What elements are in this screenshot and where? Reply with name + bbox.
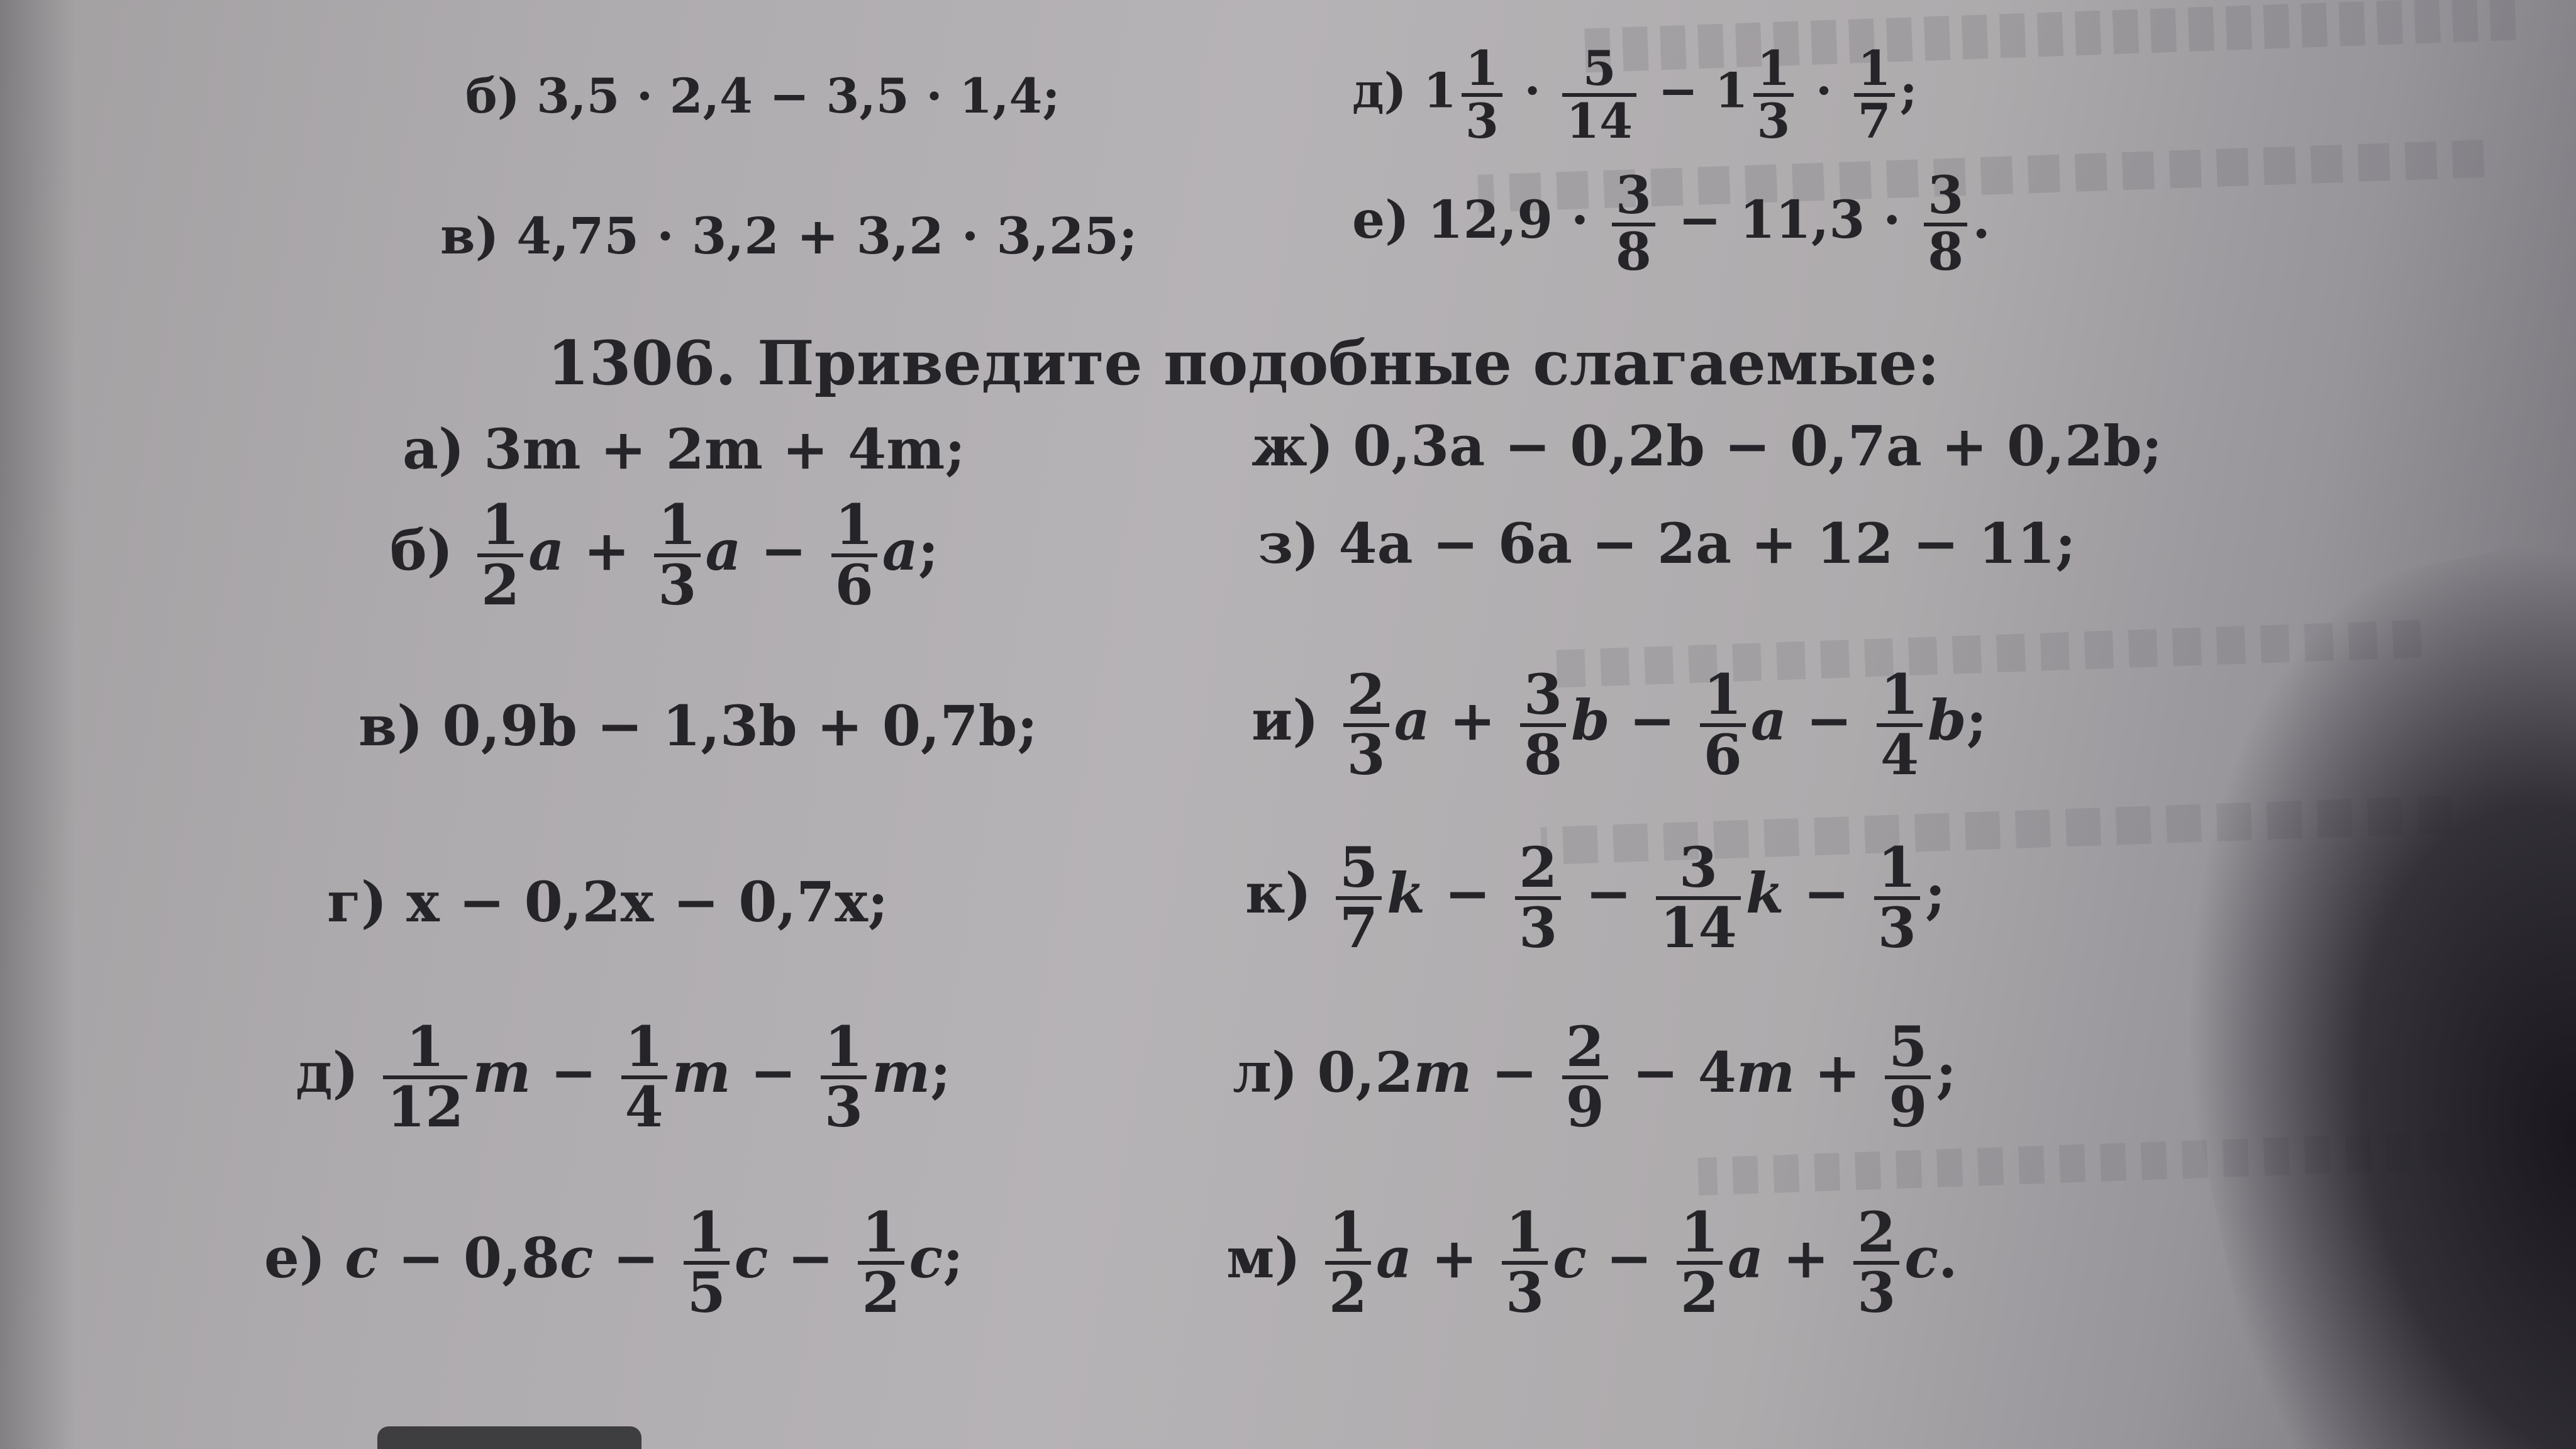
task-zh [1252, 413, 2163, 479]
fraction: $\frac{1}{3}$ [821, 1019, 867, 1136]
fraction: $\frac{3}{8}$ [1520, 667, 1566, 784]
fraction: $\frac{3}{8}$ [1612, 170, 1655, 279]
task-label: д) [296, 1039, 359, 1105]
page-edge-shading [0, 0, 75, 1449]
exercise-d-prev: д) 1 $\frac{1}{3}$ · $\frac{5}{14}$ − 1 $\frac{1}{3}$ · $\frac{1}{7}$ ; [1352, 40, 1918, 149]
fraction: $\frac{1}{6}$ [831, 497, 877, 614]
task-label: л) [1233, 1039, 1298, 1105]
task-i: и) $\frac{2}{3}$ a + $\frac{3}{8}$ b − $\frac{1}{6}$ a − $\frac{1}{4}$ b; [1252, 662, 1987, 787]
fraction: $\frac{3}{8}$ [1924, 170, 1967, 279]
fraction: $\frac{1}{2}$ [1325, 1204, 1371, 1321]
fraction: $\frac{1}{2}$ [1677, 1204, 1723, 1321]
fraction: $\frac{1}{3}$ [1462, 44, 1502, 145]
hand-shadow [2094, 519, 2576, 1449]
exercise-label: д) [1352, 62, 1407, 119]
task-v [358, 693, 1038, 758]
fraction: $\frac{1}{2}$ [858, 1204, 904, 1321]
fraction: $\frac{2}{3}$ [1853, 1204, 1899, 1321]
fraction: $\frac{1}{6}$ [1700, 667, 1746, 784]
task-label: и) [1252, 687, 1319, 753]
exercise-heading [547, 328, 1940, 399]
task-d: д) $\frac{1}{12}$ m − $\frac{1}{4}$ m − $\frac{1}{3}$ m; [296, 1014, 951, 1140]
fraction: $\frac{1}{7}$ [1854, 44, 1895, 145]
exercise-v-prev [440, 206, 1138, 265]
task-m: м) $\frac{1}{2}$ a + $\frac{1}{3}$ c − $\frac{1}{2}$ a + $\frac{2}{3}$ c. [1226, 1199, 1958, 1325]
task-z [1258, 511, 2076, 576]
fraction: $\frac{1}{3}$ [1502, 1204, 1548, 1321]
task-label: м) [1226, 1224, 1301, 1291]
task-text: а) 3m + 2m + 4m; [402, 416, 965, 482]
exercise-b-prev [465, 68, 1060, 124]
task-l: л) 0,2m − $\frac{2}{9}$ − 4m + $\frac{5}{9}$ ; [1233, 1014, 1957, 1140]
task-text: ж) 0,3a − 0,2b − 0,7a + 0,2b; [1252, 413, 2163, 479]
fraction: $\frac{2}{3}$ [1515, 840, 1561, 957]
fraction: $\frac{5}{9}$ [1885, 1019, 1931, 1136]
fraction: $\frac{1}{5}$ [684, 1204, 730, 1321]
task-a [402, 416, 965, 482]
exercise-text: е) 12,9 · [1352, 190, 1589, 251]
fraction: $\frac{5}{7}$ [1336, 840, 1382, 957]
task-k: к) $\frac{5}{7}$ k − $\frac{2}{3}$ − $\frac{3}{14}$ k − $\frac{1}{3}$ ; [1245, 835, 1946, 960]
fraction: $\frac{3}{14}$ [1656, 840, 1740, 957]
exercise-text: б) 3,5 · 2,4 − 3,5 · 1,4; [465, 68, 1060, 124]
fraction: $\frac{1}{4}$ [1877, 667, 1923, 784]
task-label: к) [1245, 860, 1312, 926]
task-label: б) [390, 517, 453, 583]
fraction: $\frac{1}{3}$ [1753, 44, 1794, 145]
task-b: б) $\frac{1}{2}$ a + $\frac{1}{3}$ a − $\frac{1}{6}$ a; [390, 492, 939, 618]
fraction: $\frac{2}{9}$ [1562, 1019, 1608, 1136]
fraction: $\frac{2}{3}$ [1343, 667, 1389, 784]
fraction: $\frac{5}{14}$ [1562, 44, 1636, 145]
task-label: е) [264, 1224, 326, 1291]
task-e: е) c − 0,8c − $\frac{1}{5}$ c − $\frac{1}{2}$ c; [264, 1199, 963, 1325]
exercise-instruction: Приведите подобные слагаемые: [757, 328, 1940, 399]
fraction: $\frac{1}{2}$ [477, 497, 523, 614]
task-text: в) 0,9b − 1,3b + 0,7b; [358, 693, 1038, 758]
exercise-e-prev: е) 12,9 · $\frac{3}{8}$ − 11,3 · $\frac{3}{8}$ . [1352, 165, 1990, 282]
fraction: $\frac{1}{12}$ [383, 1019, 467, 1136]
fraction: $\frac{1}{3}$ [654, 497, 700, 614]
task-text: г) x − 0,2x − 0,7x; [327, 869, 889, 935]
fraction: $\frac{1}{4}$ [621, 1019, 667, 1136]
next-exercise-fragment [377, 1426, 641, 1449]
fraction: $\frac{1}{3}$ [1874, 840, 1920, 957]
exercise-text: в) 4,75 · 3,2 + 3,2 · 3,25; [440, 206, 1138, 265]
task-g [327, 869, 889, 935]
exercise-number: 1306. [547, 328, 736, 399]
task-text: з) 4a − 6a − 2a + 12 − 11; [1258, 511, 2076, 576]
